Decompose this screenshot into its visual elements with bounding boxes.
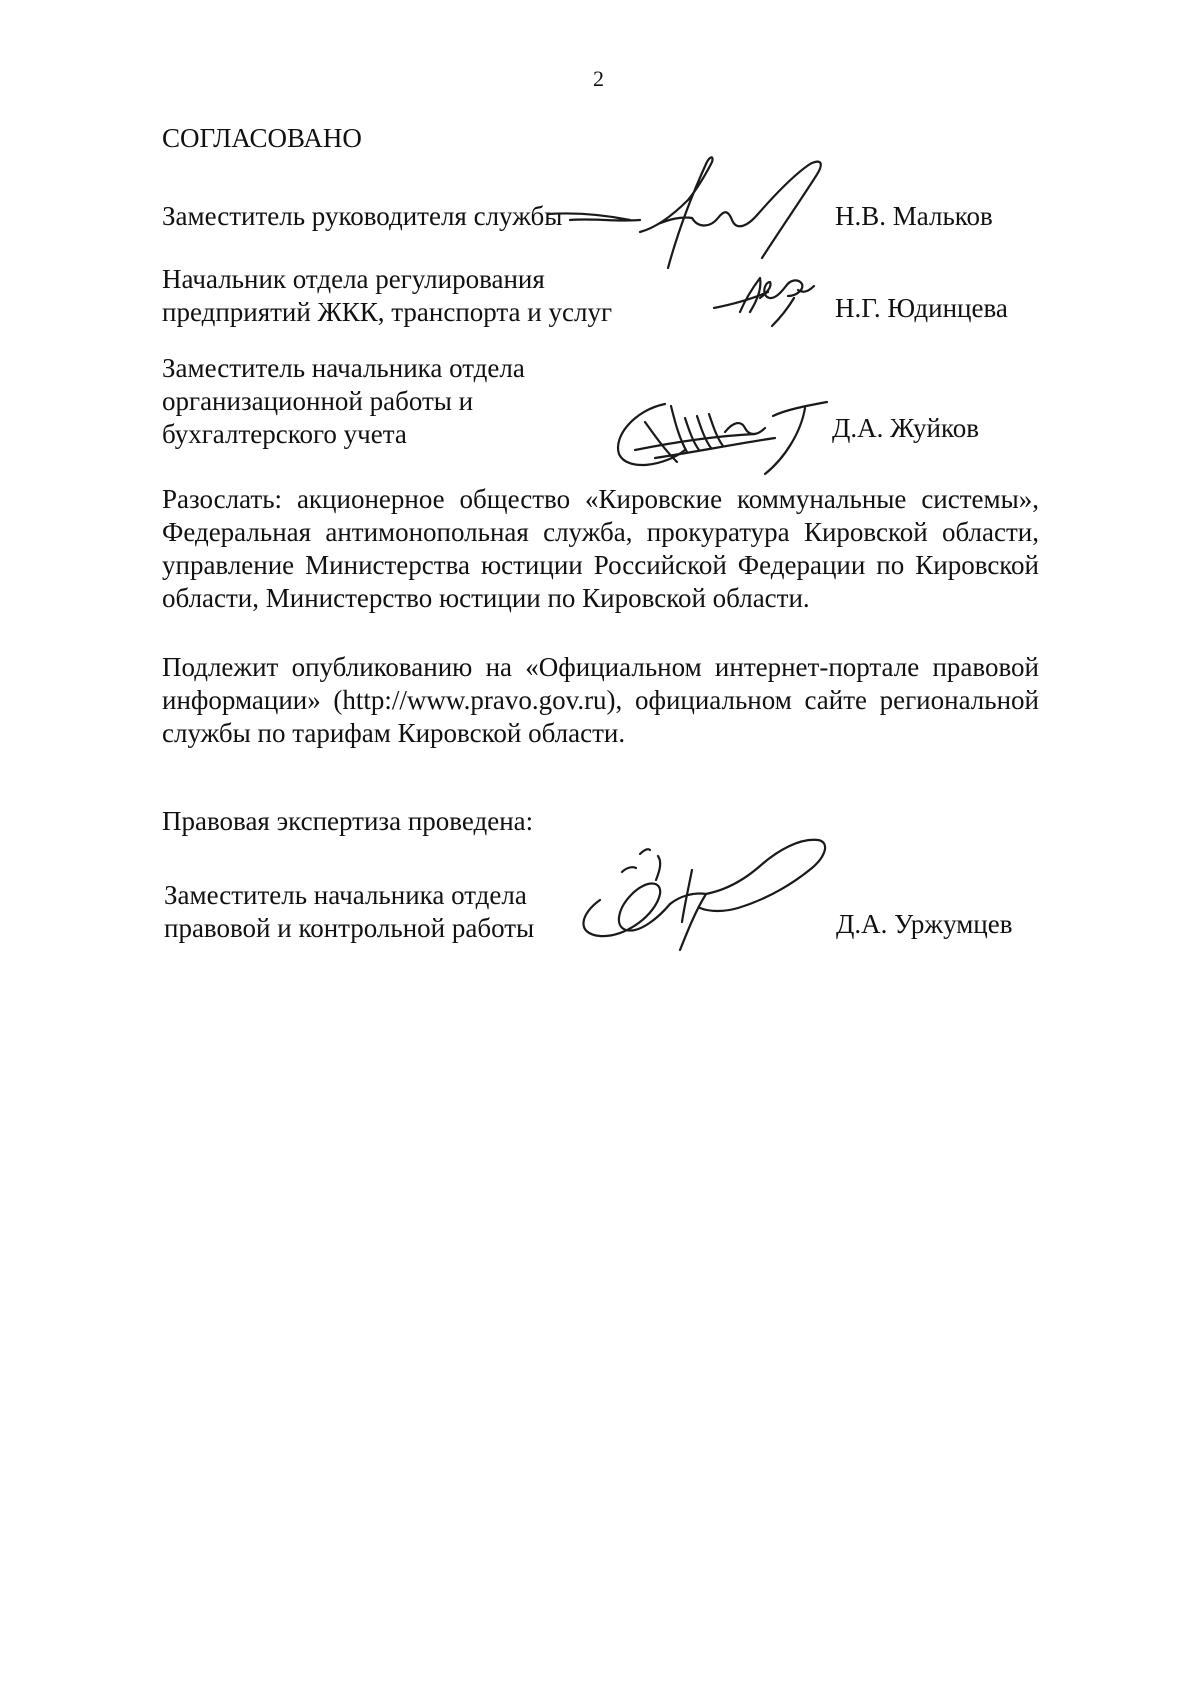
approver-1-title-line: Заместитель руководителя службы [162, 201, 563, 231]
legal-review-heading: Правовая экспертиза проведена: [162, 806, 534, 836]
approver-3-name: Д.А. Жуйков [832, 413, 979, 443]
legal-reviewer-title [164, 879, 534, 945]
approver-3-title-line: бухгалтерского учета [162, 419, 407, 449]
approver-1-name: Н.В. Мальков [835, 201, 993, 231]
approver-1-title [162, 200, 562, 233]
publication-paragraph: Подлежит опубликованию на «Официальном интернет-портале правовой информации» (http://www.pravo.gov.ru), официальном сайте региональной службы по тарифам Кировской области. [162, 652, 1039, 748]
page-number: 2 [593, 66, 604, 91]
signature-3 [605, 392, 835, 482]
legal-reviewer-title-line: Заместитель начальника отдела [164, 880, 527, 910]
signature-1 [540, 150, 860, 280]
legal-reviewer-name: Д.А. Уржумцев [836, 909, 1013, 939]
approver-2-title-line: Начальник отдела регулирования [162, 264, 545, 294]
signature-4 [560, 830, 840, 960]
approver-3-title [162, 352, 525, 451]
distribution-paragraph: Разослать: акционерное общество «Кировские коммунальные системы», Федеральная антимонопольная служба, прокуратура Кировской области, управление Министерства юстиции Российской Федерации по Кировской области, Министерство юстиции по Кировской области. [162, 484, 1039, 613]
signature-2 [710, 268, 830, 330]
approver-2-name: Н.Г. Юдинцева [835, 293, 1008, 323]
approver-3-title-line: Заместитель начальника отдела [162, 353, 525, 383]
approval-heading: СОГЛАСОВАНО [162, 123, 362, 153]
approver-3-title-line: организационной работы и [162, 386, 474, 416]
approver-2-title [162, 263, 612, 329]
approver-2-title-line: предприятий ЖКК, транспорта и услуг [162, 297, 613, 327]
legal-reviewer-title-line: правовой и контрольной работы [164, 913, 535, 943]
